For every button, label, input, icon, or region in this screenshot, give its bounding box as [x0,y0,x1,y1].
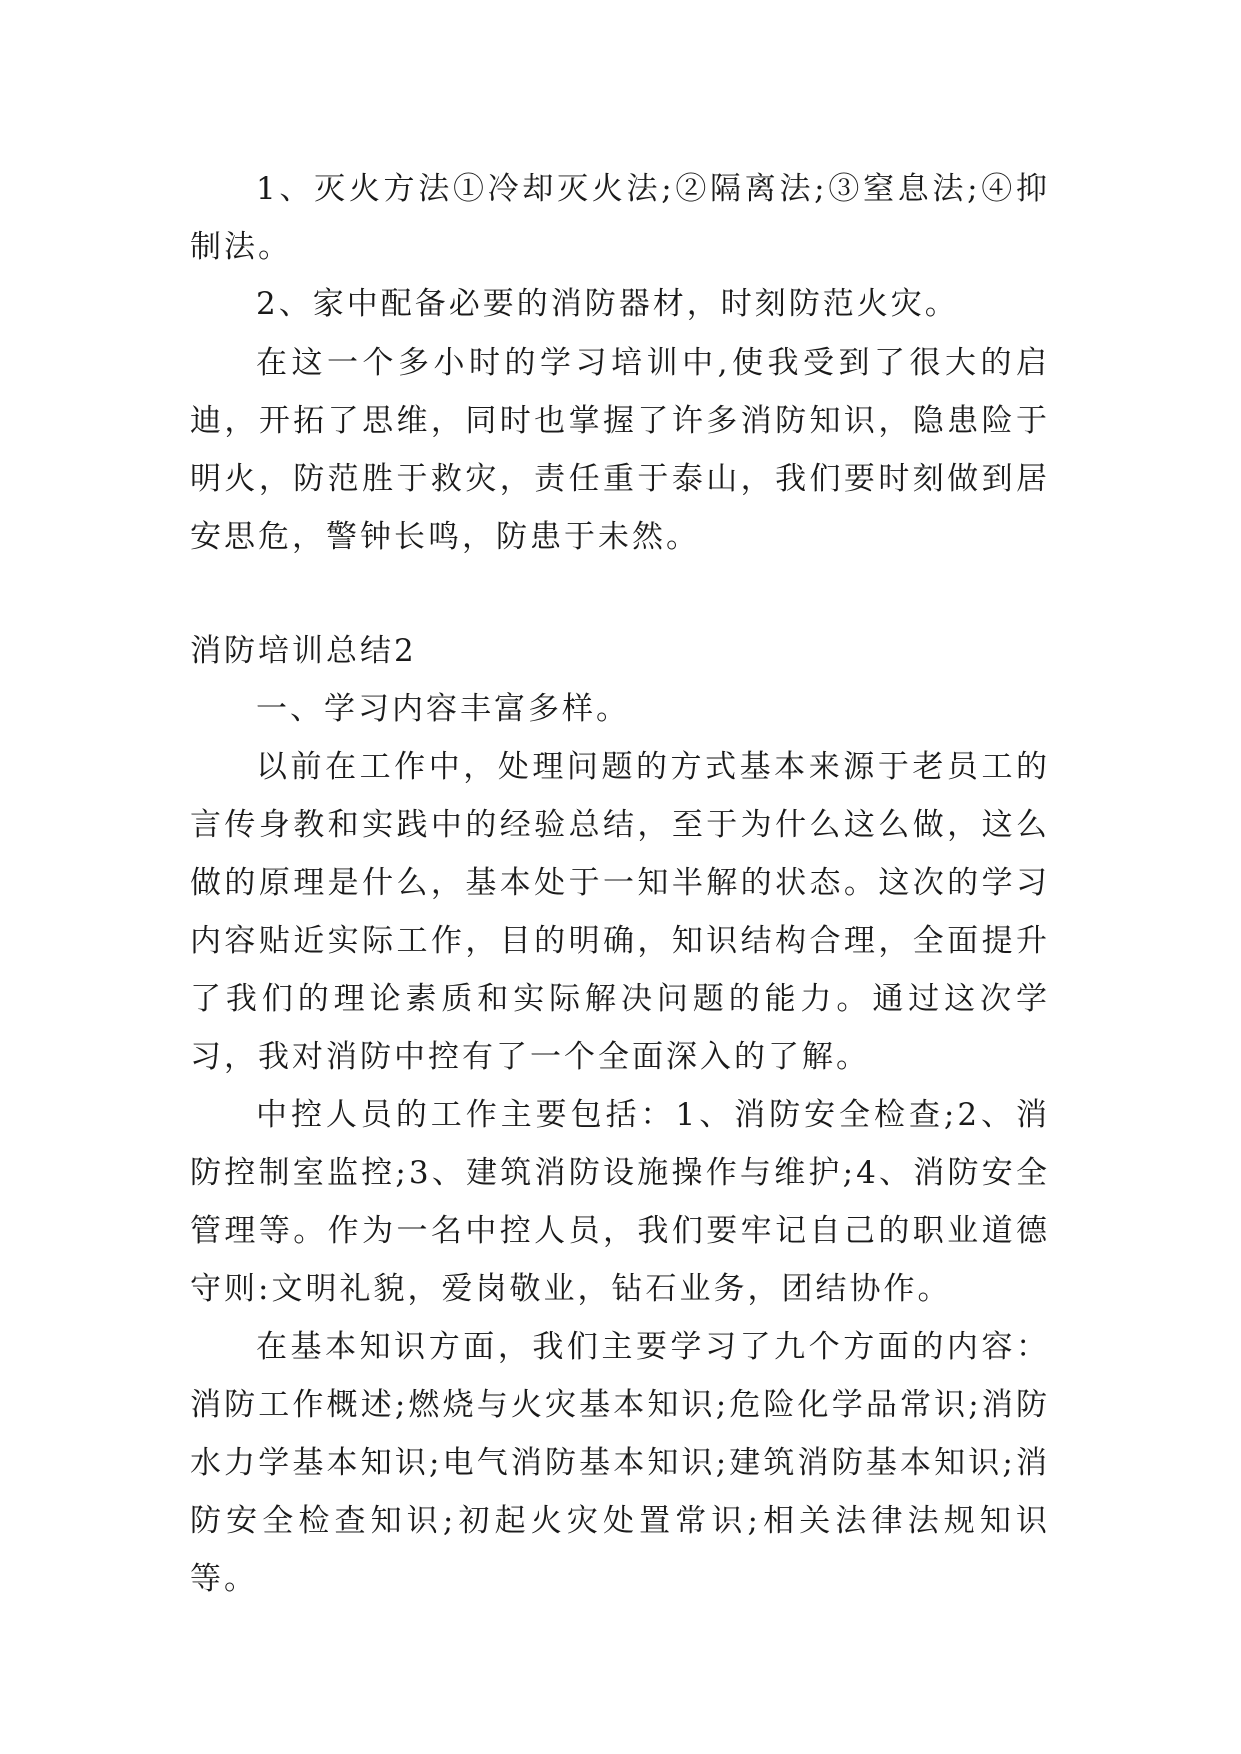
paragraph-training-reflection: 在这一个多小时的学习培训中,使我受到了很大的启迪，开拓了思维，同时也掌握了许多消防知识，隐患险于明火，防范胜于救灾，责任重于泰山，我们要时刻做到居安思危，警钟长鸣，防患于未然。 [190,345,1050,555]
paragraph-home-equipment: 2、家中配备必要的消防器材，时刻防范火灾。 [256,286,959,322]
paragraph-extinguishing-methods: 1、灭火方法①冷却灭火法;②隔离法;③窒息法;④抑制法。 [190,171,1050,265]
paragraph-previous-work: 以前在工作中，处理问题的方式基本来源于老员工的言传身教和实践中的经验总结，至于为什么这么做，这么做的原理是什么，基本处于一知半解的状态。这次的学习内容贴近实际工作，目的明确，知识结构合理，全面提升了我们的理论素质和实际解决问题的能力。通过这次学习，我对消防中控有了一个全面深入的了解。 [190,749,1050,1075]
paragraph-learning-content: 一、学习内容丰富多样。 [256,691,630,727]
paragraph-control-staff-duties: 中控人员的工作主要包括：1、消防安全检查;2、消防控制室监控;3、建筑消防设施操作与维护;4、消防安全管理等。作为一名中控人员，我们要牢记自己的职业道德守则:文明礼貌，爱岗敬业，钻石业务，团结协作。 [190,1097,1050,1307]
paragraph-basic-knowledge: 在基本知识方面，我们主要学习了九个方面的内容：消防工作概述;燃烧与火灾基本知识;危险化学品常识;消防水力学基本知识;电气消防基本知识;建筑消防基本知识;消防安全检查知识;初起火灾处置常识;相关法律法规知识等。 [190,1329,1050,1597]
section-heading: 消防培训总结2 [190,633,417,669]
